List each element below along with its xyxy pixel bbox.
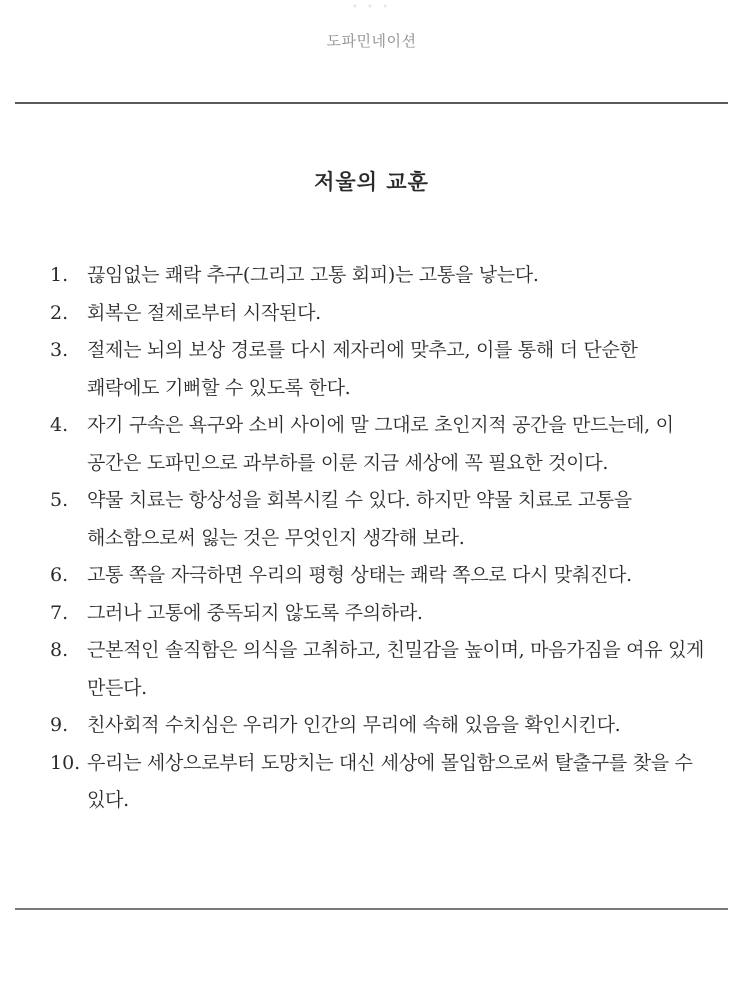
section-title: 저울의 교훈	[314, 169, 429, 194]
item-number: 4.	[50, 414, 69, 436]
list-item	[50, 407, 715, 482]
item-number: 1.	[50, 264, 69, 286]
item-text: 친사회적 수치심은 우리가 인간의 무리에 속해 있음을 확인시킨다.	[87, 714, 621, 736]
item-number: 8.	[50, 639, 69, 661]
item-number: 2.	[50, 301, 69, 324]
list-item	[50, 295, 715, 333]
list-item	[50, 632, 715, 707]
list-item	[50, 745, 715, 820]
item-number: 5.	[50, 489, 69, 511]
window-handle-dots: • • •	[351, 2, 392, 13]
bottom-divider	[15, 908, 728, 910]
list-item	[50, 257, 715, 295]
item-number: 3.	[50, 339, 69, 361]
item-text: 약물 치료는 항상성을 회복시킬 수 있다. 하지만 약물 치료로 고통을 해소함으로써 잃는 것은 무엇인지 생각해 보라.	[87, 489, 632, 549]
list-item	[50, 707, 715, 745]
item-number: 6.	[50, 564, 69, 586]
list-item	[50, 482, 715, 557]
item-text: 우리는 세상으로부터 도망치는 대신 세상에 몰입함으로써 탈출구를 찾을 수 있다.	[87, 751, 693, 811]
item-number: 7.	[50, 601, 69, 624]
list-item	[50, 557, 715, 595]
top-divider	[15, 102, 728, 104]
item-text: 회복은 절제로부터 시작된다.	[87, 301, 321, 324]
book-title: 도파민네이션	[326, 32, 417, 50]
item-text: 고통 쪽을 자극하면 우리의 평형 상태는 쾌락 쪽으로 다시 맞춰진다.	[87, 564, 632, 586]
list-item	[50, 595, 715, 633]
item-text: 그러나 고통에 중독되지 않도록 주의하라.	[87, 601, 423, 624]
item-text: 끊임없는 쾌락 추구(그리고 고통 회피)는 고통을 낳는다.	[87, 264, 539, 286]
item-text: 근본적인 솔직함은 의식을 고취하고, 친밀감을 높이며, 마음가짐을 여유 있게 만든다.	[87, 639, 705, 699]
list-item	[50, 332, 715, 407]
item-text: 절제는 뇌의 보상 경로를 다시 제자리에 맞추고, 이를 통해 더 단순한 쾌락에도 기뻐할 수 있도록 한다.	[87, 339, 638, 399]
item-text: 자기 구속은 욕구와 소비 사이에 말 그대로 초인지적 공간을 만드는데, 이 공간은 도파민으로 과부하를 이룬 지금 세상에 꼭 필요한 것이다.	[87, 414, 674, 474]
lessons-list	[50, 257, 715, 820]
item-number: 9.	[50, 714, 69, 736]
item-number: 10.	[50, 751, 81, 774]
